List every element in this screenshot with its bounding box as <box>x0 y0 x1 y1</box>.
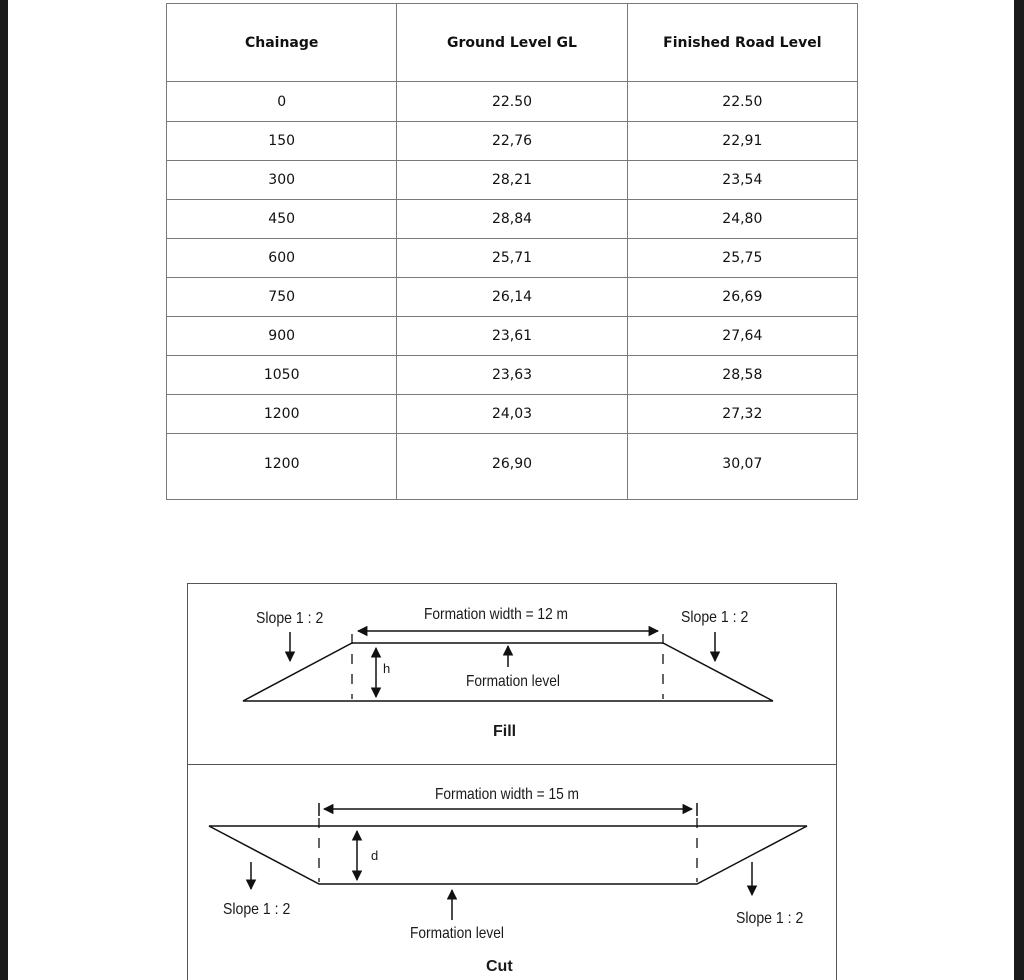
cell-finished-level: 23,54 <box>627 161 857 200</box>
cell-ground-level: 23,61 <box>397 317 627 356</box>
cell-finished-level: 27,32 <box>627 395 857 434</box>
fill-caption: Fill <box>493 723 517 740</box>
cell-chainage: 750 <box>167 278 397 317</box>
cut-formation-level-label: Formation level <box>410 924 504 943</box>
cell-chainage: 1050 <box>167 356 397 395</box>
cut-section <box>209 785 807 975</box>
cell-ground-level: 24,03 <box>397 395 627 434</box>
cell-ground-level: 22.50 <box>397 82 627 122</box>
cell-finished-level: 27,64 <box>627 317 857 356</box>
cell-chainage: 150 <box>167 122 397 161</box>
cell-finished-level: 28,58 <box>627 356 857 395</box>
cell-finished-level: 30,07 <box>627 434 857 500</box>
cell-ground-level: 28,21 <box>397 161 627 200</box>
cell-ground-level: 26,14 <box>397 278 627 317</box>
fill-formation-level-label: Formation level <box>466 672 560 691</box>
cell-ground-level: 26,90 <box>397 434 627 500</box>
cell-finished-level: 25,75 <box>627 239 857 278</box>
cell-ground-level: 22,76 <box>397 122 627 161</box>
cell-ground-level: 23,63 <box>397 356 627 395</box>
cell-chainage: 450 <box>167 200 397 239</box>
fill-slope-right-label: Slope 1 : 2 <box>681 608 749 627</box>
cell-ground-level: 25,71 <box>397 239 627 278</box>
cell-chainage: 300 <box>167 161 397 200</box>
cell-chainage: 0 <box>167 82 397 122</box>
cut-slope-right-label: Slope 1 : 2 <box>736 909 804 928</box>
cell-chainage: 900 <box>167 317 397 356</box>
cell-chainage: 1200 <box>167 434 397 500</box>
cut-depth-label: d <box>371 848 379 863</box>
fill-height-label: h <box>383 661 391 676</box>
fill-section <box>243 605 773 740</box>
cell-ground-level: 28,84 <box>397 200 627 239</box>
cell-finished-level: 24,80 <box>627 200 857 239</box>
cell-finished-level: 26,69 <box>627 278 857 317</box>
cell-chainage: 1200 <box>167 395 397 434</box>
cut-width-label: Formation width = 15 m <box>434 785 580 804</box>
header-ground-level: Ground Level GL <box>397 4 627 82</box>
header-chainage: Chainage <box>167 4 397 82</box>
cell-finished-level: 22.50 <box>627 82 857 122</box>
cut-slope-left-label: Slope 1 : 2 <box>223 900 291 919</box>
cell-finished-level: 22,91 <box>627 122 857 161</box>
fill-width-label: Formation width = 12 m <box>423 605 569 624</box>
header-finished-road-level: Finished Road Level <box>627 4 857 82</box>
cut-excavation-outline <box>209 826 807 884</box>
fill-slope-left-label: Slope 1 : 2 <box>256 609 324 628</box>
cell-chainage: 600 <box>167 239 397 278</box>
cut-caption: Cut <box>486 958 513 975</box>
